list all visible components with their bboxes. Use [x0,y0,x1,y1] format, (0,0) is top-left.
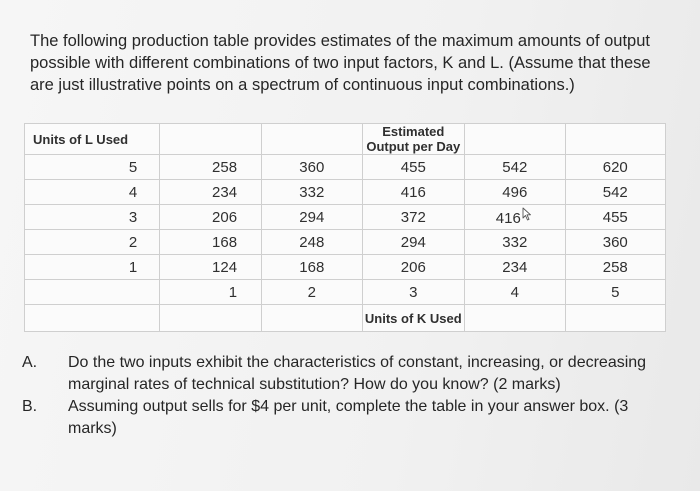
question-item [22,352,672,396]
question-text: Do the two inputs exhibit the characteristics of constant, increasing, or decreasing marginal rates of technical substitution? How do you know? (2 marks) [68,354,647,393]
output-cell [465,205,565,230]
k-label-row [25,305,666,332]
l-value: 2 [25,230,160,255]
output-cell: 294 [362,230,465,255]
output-header: Estimated Output per Day [362,124,465,155]
table-row [25,230,666,255]
k-value: 4 [465,280,565,305]
k-value: 5 [565,280,665,305]
output-cell: 372 [362,205,465,230]
table-row [25,180,666,205]
production-table [24,123,666,332]
l-value: 4 [25,180,160,205]
output-cell: 258 [565,255,665,280]
output-cell: 496 [465,180,565,205]
output-cell: 360 [262,155,362,180]
output-cell: 258 [160,155,262,180]
question-text: Assuming output sells for $4 per unit, complete the table in your answer box. (3 marks) [68,398,629,437]
output-cell: 332 [262,180,362,205]
table-row [25,255,666,280]
output-cell: 168 [160,230,262,255]
intro-paragraph: The following production table provides estimates of the maximum amounts of output possible with different combinations of two input factors, K and L. (Assume that these are just illustrative points on a spectrum of continuous input combinations.) [30,32,651,94]
output-cell: 206 [160,205,262,230]
question-item [22,396,672,440]
output-cell: 455 [362,155,465,180]
output-cell: 620 [565,155,665,180]
output-cell: 206 [362,255,465,280]
output-cell: 416 [362,180,465,205]
mouse-pointer-icon [522,207,534,221]
question-letter: B. [22,398,38,415]
output-cell: 234 [160,180,262,205]
output-cell: 168 [262,255,362,280]
k-label: Units of K Used [362,305,465,332]
output-cell: 360 [565,230,665,255]
output-cell: 124 [160,255,262,280]
table-row [25,205,666,230]
k-value: 2 [262,280,362,305]
output-value: 416 [495,210,521,227]
question-letter: A. [22,354,38,371]
output-cell: 332 [465,230,565,255]
l-value: 5 [25,155,160,180]
output-cell: 248 [262,230,362,255]
k-value: 3 [362,280,465,305]
l-header: Units of L Used [25,124,160,155]
k-value: 1 [160,280,262,305]
output-cell: 294 [262,205,362,230]
k-values-row [25,280,666,305]
questions-list [22,352,672,440]
output-cell: 234 [465,255,565,280]
table-row [25,155,666,180]
l-value: 1 [25,255,160,280]
l-value: 3 [25,205,160,230]
output-cell: 542 [565,180,665,205]
table-header-row [25,124,666,155]
output-cell: 455 [565,205,665,230]
output-cell: 542 [465,155,565,180]
